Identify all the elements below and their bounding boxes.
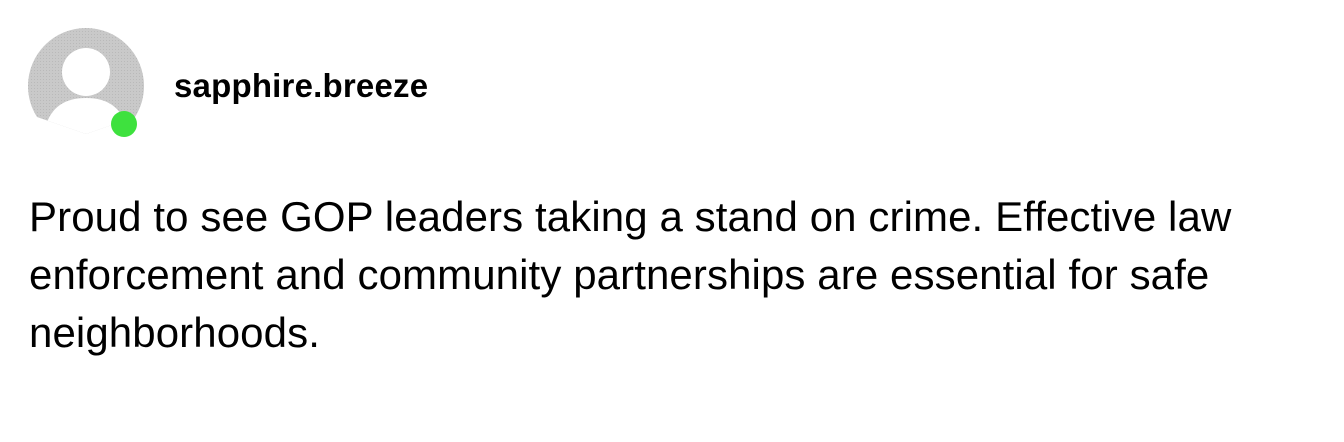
avatar[interactable]: [28, 28, 144, 134]
online-status-indicator: [111, 111, 137, 137]
username[interactable]: sapphire.breeze: [174, 67, 429, 104]
post-header: [28, 28, 728, 140]
post-body-text: Proud to see GOP leaders taking a stand on crime. Effective law enforcement and community partnerships are essential for safe neighborhoods.: [29, 193, 1232, 356]
